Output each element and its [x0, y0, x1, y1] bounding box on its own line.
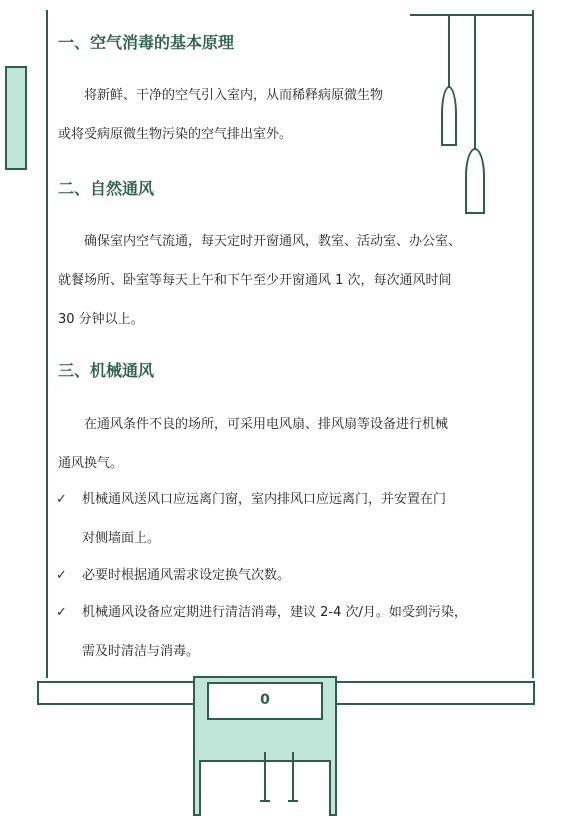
- check-icon: ✓: [56, 605, 67, 620]
- checklist-line: 需及时清洁与消毒。: [82, 644, 200, 659]
- checklist-item: [56, 593, 522, 671]
- paragraph-line: 或将受病原微生物污染的空气排出室外。: [58, 127, 293, 142]
- paragraph-line: 将新鲜、干净的空气引入室内，从而稀释病原微生物: [84, 88, 384, 103]
- bottom-leg: [292, 752, 294, 802]
- checklist-line: 必要时根据通风需求设定换气次数。: [82, 568, 291, 583]
- paragraph-line: 在通风条件不良的场所，可采用电风扇、排风扇等设备进行机械: [84, 417, 449, 432]
- bottom-foot: [288, 800, 298, 802]
- checklist-line: 机械通风设备应定期进行清洁消毒，建议 2-4 次/月。如受到污染，: [82, 605, 467, 620]
- checklist-item: [56, 480, 522, 558]
- section-title-mechanical-ventilation: 三、机械通风: [58, 361, 155, 380]
- check-icon: ✓: [56, 568, 67, 583]
- bottom-leg: [264, 752, 266, 802]
- bottom-box-label: 0: [260, 692, 270, 708]
- principle-paragraph: [58, 76, 520, 154]
- check-icon: ✓: [56, 492, 67, 507]
- paragraph-line: 通风换气。: [58, 456, 124, 471]
- section-title-natural-ventilation: 二、自然通风: [58, 179, 155, 198]
- bottom-box-panel: [207, 682, 323, 720]
- section-title-principle: 一、空气消毒的基本原理: [58, 33, 235, 52]
- checklist-line: 机械通风送风口应远离门窗，室内排风口应远离门，并安置在门: [82, 492, 447, 507]
- paragraph-line: 就餐场所、卧室等每天上午和下午至少开窗通风 1 次，每次通风时间: [58, 273, 452, 288]
- side-tab-decoration: [5, 66, 27, 170]
- paragraph-line: 30 分钟以上。: [58, 312, 144, 327]
- bottom-foot: [260, 800, 270, 802]
- checklist-item: [56, 556, 522, 595]
- checklist-line: 对侧墙面上。: [82, 531, 161, 546]
- natural-ventilation-paragraph: [58, 222, 520, 339]
- paragraph-line: 确保室内空气流通，每天定时开窗通风，教室、活动室、办公室、: [84, 234, 462, 249]
- mechanical-ventilation-paragraph: [58, 405, 520, 483]
